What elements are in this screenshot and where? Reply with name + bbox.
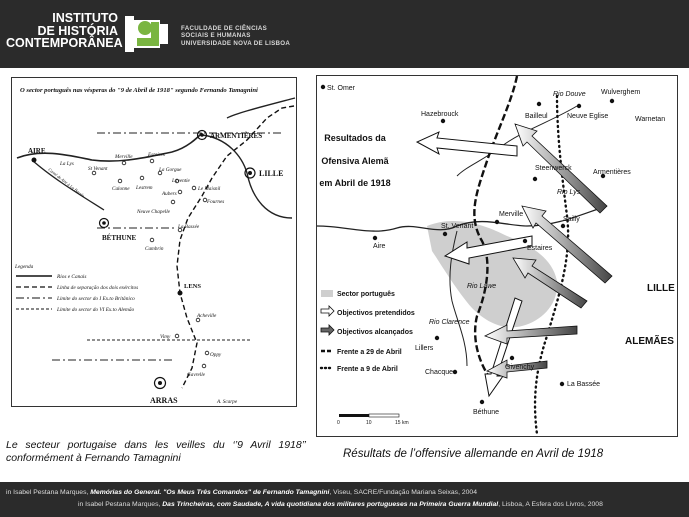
la-lys-label: La Lys bbox=[60, 161, 74, 167]
legend-british-limit: Limite do sector do I Ex.to Britânico bbox=[57, 296, 135, 302]
header-bar bbox=[0, 0, 689, 68]
cambrin-label: Cambrin bbox=[145, 246, 164, 252]
bethune-label: BÉTHUNE bbox=[102, 234, 137, 242]
bethune-label: Béthune bbox=[473, 409, 500, 416]
legend-rivers: Rios e Canais bbox=[57, 274, 87, 280]
institute-line-2: DE HISTÓRIA bbox=[37, 23, 118, 38]
reference-1: in Isabel Pestana Marques, Memórias do General. "Os Meus Três Comandos" de Fernando Tamagnini, Viseu, SACRE/Fundação Mariana Seixas, 2004 bbox=[6, 489, 477, 496]
lillers-label: Lillers bbox=[415, 345, 434, 352]
warnetan-label: Warnetan bbox=[635, 116, 666, 123]
givenchy-label: Givenchy bbox=[505, 364, 535, 371]
lille-label: LILLE bbox=[647, 283, 675, 294]
rio-clarence-label: Rio Clarence bbox=[429, 319, 470, 326]
a-scarpe-label: A. Scarpe bbox=[217, 399, 238, 405]
steenwerck-label: Steenwerck bbox=[535, 165, 572, 172]
legend-achieved: Objectivos alcançados bbox=[337, 329, 413, 336]
le-maisnil-label: Le Maisnil bbox=[198, 186, 221, 192]
laventie-label: Laventie bbox=[172, 178, 190, 184]
left-map-title: O sector português nas vésperas do "9 de Abril de 1918" segundo Fernando Tamagnini bbox=[20, 87, 258, 94]
faculty-line-2: SOCIAIS E HUMANAS bbox=[181, 32, 251, 40]
chacques-label: Chacques bbox=[425, 369, 457, 376]
fournes-label: Fournes bbox=[207, 199, 225, 205]
right-map-title-2: Ofensiva Alemã bbox=[321, 156, 389, 166]
legend-german-limit: Limite do sector do VI Ex.to Alemão bbox=[57, 307, 135, 313]
rio-lawe-label: Rio Lawe bbox=[467, 283, 497, 290]
estaires-label: Estaires bbox=[527, 245, 553, 252]
la-gorgue-label: La Gorgue bbox=[159, 167, 182, 173]
armentieres-label: ARMENTIÈRES bbox=[210, 132, 263, 140]
faculty-line-1: FACULDADE DE CIÊNCIAS bbox=[181, 25, 268, 32]
aubers-label: Aubers bbox=[162, 191, 177, 197]
legend-front-line: Linha de separação dos dois exércitos bbox=[57, 285, 139, 291]
institute-title bbox=[6, 11, 123, 50]
merville-label: Merville bbox=[115, 154, 133, 160]
scale-15km: 15 km bbox=[395, 420, 409, 426]
lille-label: LILLE bbox=[259, 169, 284, 178]
right-map-title-1: Resultados da bbox=[324, 133, 386, 143]
st-venant-label: St. Venant bbox=[441, 223, 474, 230]
sailly-label: Sailly bbox=[563, 216, 580, 223]
st-venant-label: St Venant bbox=[88, 166, 108, 172]
scale-0: 0 bbox=[337, 420, 340, 426]
rio-lys-label: Rio Lys bbox=[557, 189, 581, 196]
institute-line-3: CONTEMPORÂNEA bbox=[6, 36, 123, 50]
scale-10: 10 bbox=[366, 420, 372, 426]
scale-bar bbox=[337, 414, 409, 426]
german-offensive-map bbox=[316, 75, 678, 437]
hazebrouck-label: Hazebrouck bbox=[421, 111, 459, 118]
ihc-logo-icon bbox=[125, 14, 169, 54]
footer-bar bbox=[0, 482, 689, 517]
rio-douve-label: Rio Douve bbox=[553, 91, 586, 98]
legend-intended: Objectivos pretendidos bbox=[337, 310, 415, 317]
la-bassee-label: La Bassée bbox=[567, 381, 601, 388]
front-line bbox=[177, 106, 294, 388]
canal-label: Canal de Aire à La Bassée bbox=[47, 166, 86, 199]
left-caption: Le secteur portugaise dans les veilles du ‘’9 Avril 1918’’ conformément à Fernando Tamagnini bbox=[6, 439, 306, 464]
aire-label: Aire bbox=[373, 243, 386, 250]
lestrem-label: Lestrem bbox=[136, 185, 153, 191]
st-omer-label: St. Omer bbox=[327, 85, 356, 92]
portuguese-sector-map bbox=[11, 77, 297, 407]
right-caption: Résultats de l’offensive allemande en Avril de 1918 bbox=[343, 448, 604, 460]
oppy-label: Oppy bbox=[210, 352, 222, 358]
aire-label: AIRE bbox=[28, 147, 46, 155]
reference-2: in Isabel Pestana Marques, Das Trincheiras, com Saudade, A vida quotidiana dos militares portugueses na Primeira Guerra Mundial, Lisboa, A Esfera dos Livros, 2008 bbox=[78, 501, 603, 508]
legend-title: Legenda bbox=[15, 264, 34, 270]
armentieres-label: Armentières bbox=[593, 169, 631, 176]
right-map-title-3: em Abril de 1918 bbox=[319, 178, 391, 188]
legend-front-29: Frente a 29 de Abril bbox=[337, 349, 402, 356]
arras-label: ARRAS bbox=[150, 396, 178, 405]
neuve-chapelle-label: Neuve Chapelle bbox=[137, 209, 170, 215]
estaires-label: Estaires bbox=[148, 152, 165, 158]
legend-portuguese-sector: Sector português bbox=[337, 291, 395, 298]
faculty-name bbox=[181, 25, 290, 47]
neuve-eglise-label: Neuve Eglise bbox=[567, 113, 609, 120]
lens-label: LENS bbox=[184, 283, 201, 290]
vimy-label: Vimy bbox=[160, 334, 171, 340]
wulverghem-label: Wulverghem bbox=[601, 89, 641, 96]
la-bassee-label: La Bassée bbox=[178, 224, 200, 230]
calonne-label: Calonne bbox=[112, 186, 130, 192]
gavrelle-label: Gavrelle bbox=[187, 372, 205, 378]
legend-front-9: Frente a 9 de Abril bbox=[337, 366, 398, 373]
bailleul-label: Bailleul bbox=[525, 113, 548, 120]
institute-line-1: INSTITUTO bbox=[52, 11, 118, 25]
alemaes-label: ALEMÃES bbox=[625, 336, 674, 347]
merville-label: Merville bbox=[499, 211, 524, 218]
faculty-line-3: UNIVERSIDADE NOVA DE LISBOA bbox=[181, 39, 291, 47]
acheville-label: Acheville bbox=[197, 313, 217, 319]
